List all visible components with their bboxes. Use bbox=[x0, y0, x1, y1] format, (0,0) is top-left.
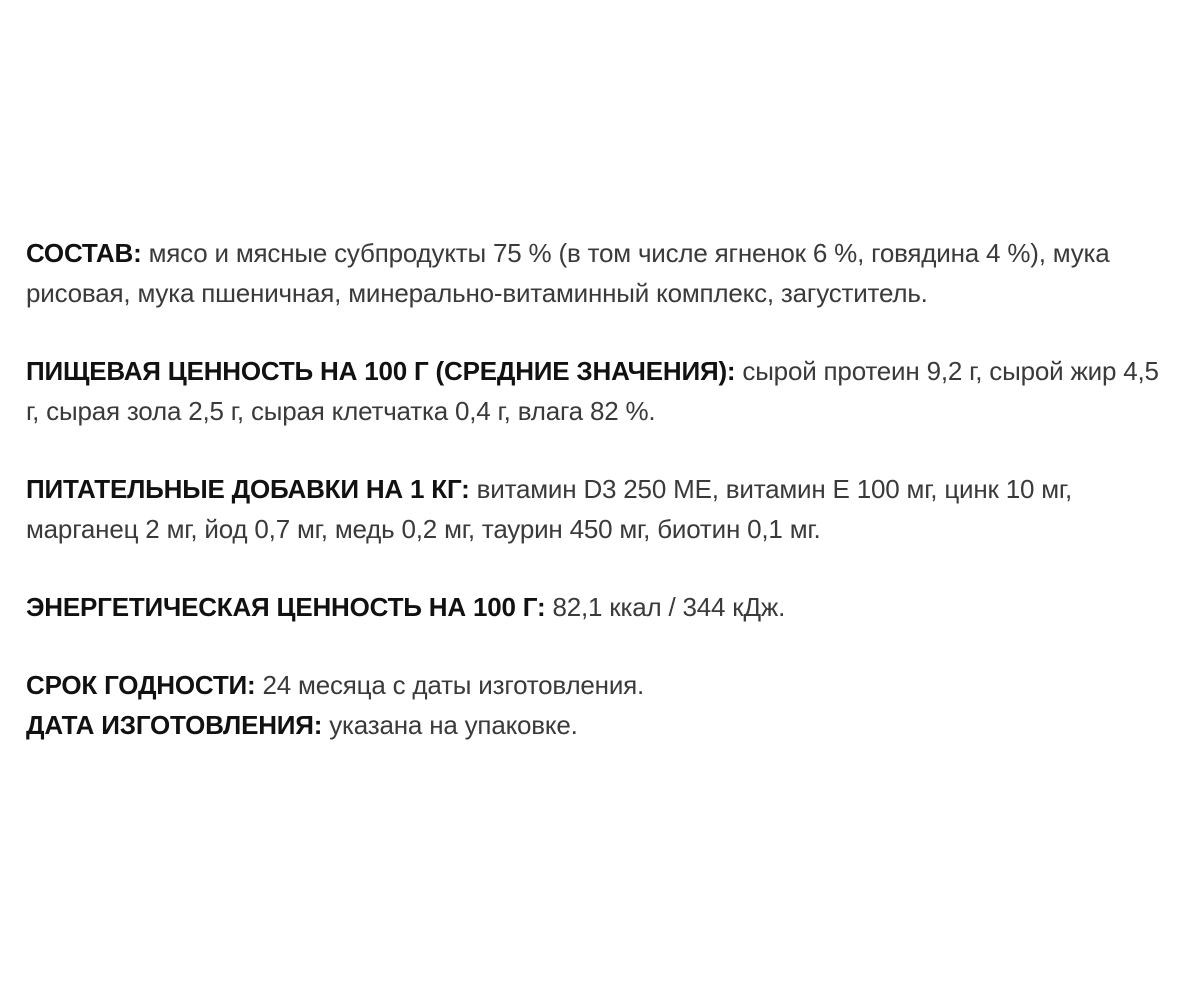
shelf-life-text: 24 месяца с даты изготовления. bbox=[255, 670, 645, 700]
composition-paragraph bbox=[26, 233, 1176, 313]
nutritional-value-text: сырой протеин 9,2 г, сырой жир 4,5 г, сырая зола 2,5 г, сырая клетчатка 0,4 г, влага 82 %. bbox=[26, 356, 1159, 426]
additives-label: ПИТАТЕЛЬНЫЕ ДОБАВКИ НА 1 КГ: bbox=[26, 474, 470, 504]
shelf-life-label: СРОК ГОДНОСТИ: bbox=[26, 670, 256, 700]
nutritional-value-paragraph bbox=[26, 351, 1176, 431]
composition-text: мясо и мясные субпродукты 75 % (в том числе ягненок 6 %, говядина 4 %), мука рисовая, мука пшеничная, минерально-витаминный комплекс, загуститель. bbox=[26, 238, 1110, 308]
production-date-text: указана на упаковке. bbox=[322, 710, 578, 740]
shelf-life-paragraph bbox=[26, 665, 1176, 705]
energy-value-label: ЭНЕРГЕТИЧЕСКАЯ ЦЕННОСТЬ НА 100 Г: bbox=[26, 592, 546, 622]
energy-value-paragraph bbox=[26, 587, 1176, 627]
product-info-document bbox=[26, 233, 1176, 745]
additives-paragraph bbox=[26, 469, 1176, 549]
production-date-label: ДАТА ИЗГОТОВЛЕНИЯ: bbox=[26, 710, 323, 740]
production-date-paragraph bbox=[26, 705, 1176, 745]
additives-text: витамин D3 250 МЕ, витамин Е 100 мг, цинк 10 мг, марганец 2 мг, йод 0,7 мг, медь 0,2 мг, таурин 450 мг, биотин 0,1 мг. bbox=[26, 474, 1073, 544]
nutritional-value-label: ПИЩЕВАЯ ЦЕННОСТЬ НА 100 Г (СРЕДНИЕ ЗНАЧЕНИЯ): bbox=[26, 356, 736, 386]
energy-value-text: 82,1 ккал / 344 кДж. bbox=[545, 592, 786, 622]
composition-label: СОСТАВ: bbox=[26, 238, 142, 268]
